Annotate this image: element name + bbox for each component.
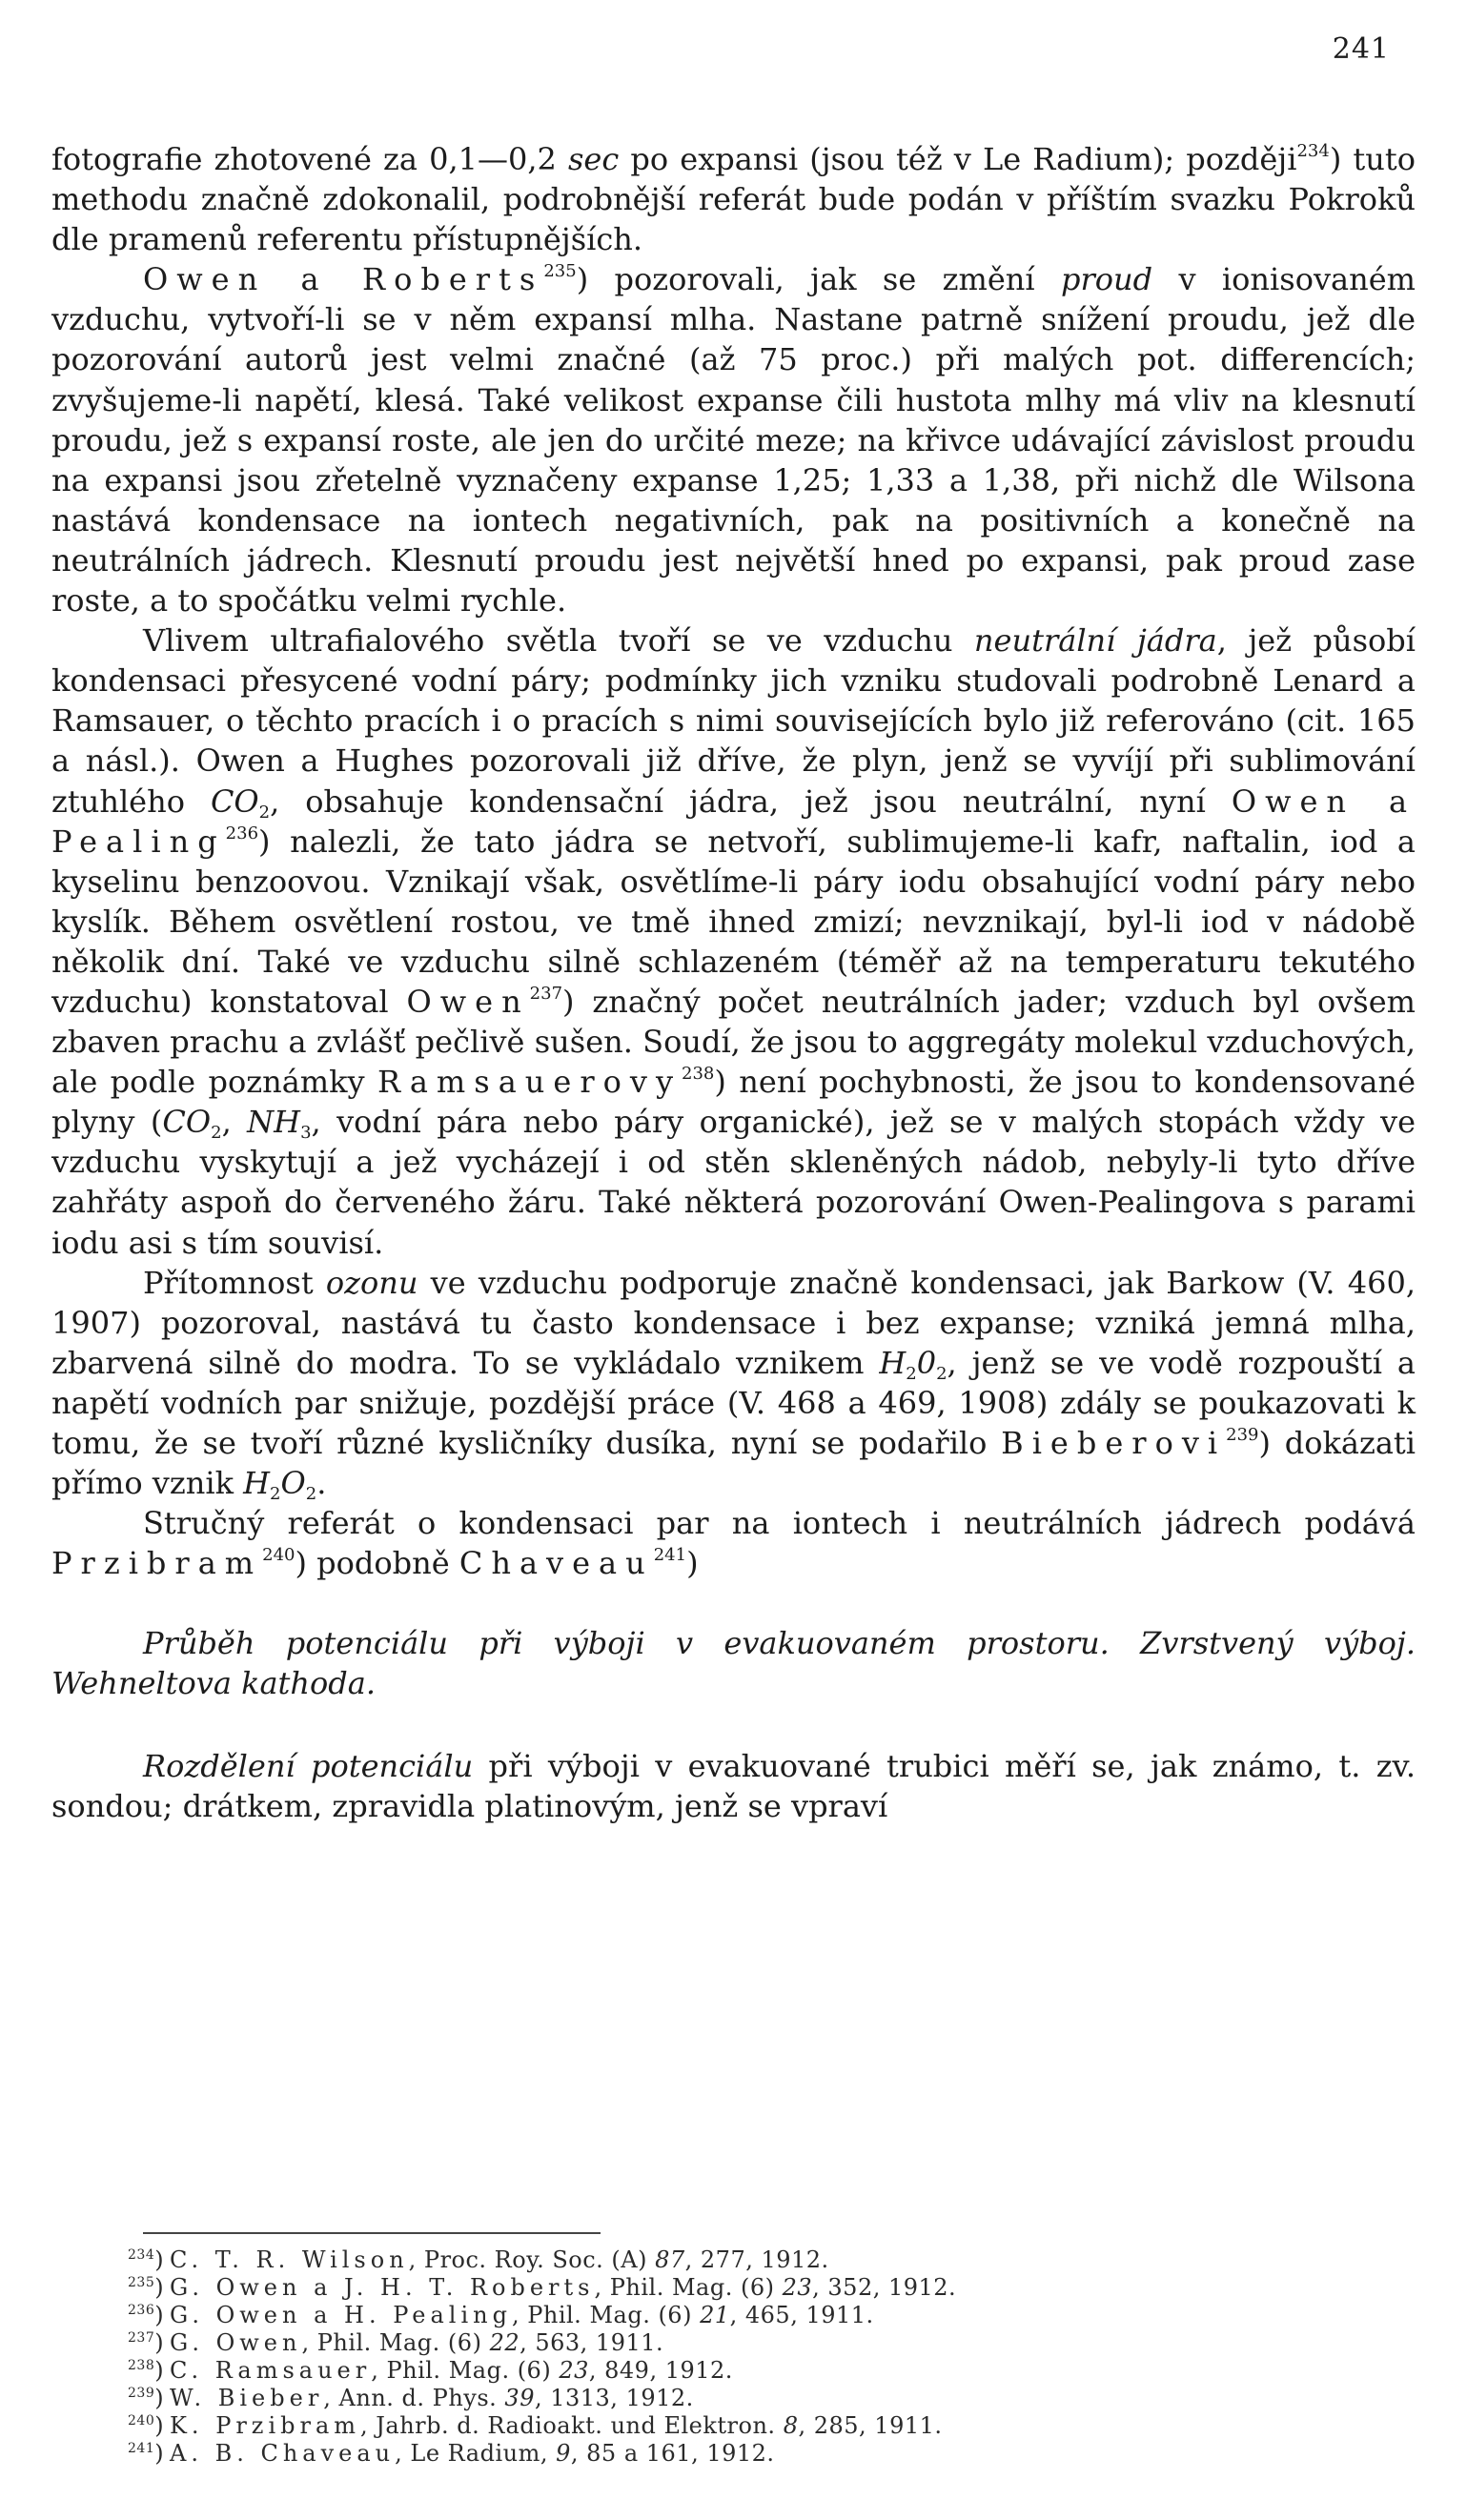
paragraph-4: Přítomnost ozonu ve vzduchu podporuje značně kondensaci, jak Barkow (V. 460, 1907) pozoroval, nastává tu často kondensace i bez expanse; vzniká jemná mlha, zbarvená silně do modra. To se vykládalo vznikem $H_20_2$, jenž se ve vodě rozpouští a napětí vodních par snižuje, pozdější práce (V. 468 a 469, 1908) zdály se poukazovati k tomu, že se tvoří různé kysličníky dusíka, nyní se podařilo Bieberovi$^{239}$) dokázati přímo vznik $H_2O_2$.	[51, 1264, 1416, 1505]
footnote-239: $^{239}$) W. Bieber, Ann. d. Phys. 39, 1313, 1912.	[128, 2385, 694, 2411]
paragraph-2: Owen a Roberts$^{235}$) pozorovali, jak se změní proud v ionisovaném vzduchu, vytvoří-li se v něm expansí mlha. Nastane patrně snížení proudu, jež dle pozorování autorů jest velmi značné (až 75 proc.) při malých pot. differencích; zvyšujeme-li napětí, klesá. Také velikost expanse čili hustota mlhy má vliv na klesnutí proudu, jež s expansí roste, ale jen do určité meze; na křivce udávající závislost proudu na expansi jsou zřetelně vyznačeny expanse 1,25; 1,33 a 1,38, při nichž dle Wilsona nastává kondensace na iontech negativních, pak na positivních a konečně na neutrálních jádrech. Klesnutí proudu jest největší hned po expansi, pak proud zase roste, a to spočátku velmi rychle.	[51, 261, 1416, 620]
footnote-ref-241[interactable]: 241	[653, 1545, 687, 1566]
author-name: Chaveau	[458, 1545, 654, 1582]
footnote-ref-238[interactable]: 238	[682, 1064, 715, 1085]
paragraph-6: Rozdělení potenciálu při výboji v evakuované trubici měří se, jak známo, t. zv. sondou; drátkem, zpravidla platinovým, jenž se vpraví	[51, 1747, 1416, 1824]
footnote-divider	[143, 2232, 601, 2234]
footnote-ref-239[interactable]: 239	[1226, 1425, 1259, 1445]
footnote-241: $^{241}$) A. B. Chaveau, Le Radium, 9, 85 a 161, 1912.	[128, 2440, 775, 2467]
footnote-ref-236[interactable]: 236	[225, 823, 259, 843]
footnote-ref-240[interactable]: 240	[262, 1545, 295, 1566]
footnote-ref-237[interactable]: 237	[529, 983, 563, 1004]
author-name: Owen a Roberts	[143, 261, 544, 298]
footnote-235: $^{235}$) G. Owen a J. H. T. Roberts, Phil. Mag. (6) 23, 352, 1912.	[128, 2274, 957, 2301]
paragraph-1: fotografie zhotovené za 0,1—0,2 sec po expansi (jsou též v Le Radium); později$^{234}$) tuto methodu značně zdokonalil, podrobnější referát bude podán v příštím svazku Pokroků dle pramenů referentu přístupnějších.	[51, 141, 1416, 258]
author-name: Owen a Pealing	[51, 782, 1416, 860]
author-name: Ramsauerovy	[377, 1064, 683, 1101]
footnote-236: $^{236}$) G. Owen a H. Pealing, Phil. Mag. (6) 21, 465, 1911.	[128, 2302, 874, 2328]
footnote-238: $^{238}$) C. Ramsauer, Phil. Mag. (6) 23, 849, 1912.	[128, 2357, 733, 2384]
paragraph-3: Vlivem ultrafialového světla tvoří se ve vzduchu neutrální jádra, jež působí kondensaci přesycené vodní páry; podmínky jich vzniku studovali podrobně Lenard a Ramsauer, o těchto pracích i o pracích s nimi souvisejících bylo již referováno (cit. 165 a násl.). Owen a Hughes pozorovali již dříve, že plyn, jenž se vyvíjí při sublimování ztuhlého $CO_2$, obsahuje kondensační jádra, jež jsou neutrální, nyní Owen a Pealing$^{236}$) nalezli, že tato jádra se netvoří, sublimujeme-li kafr, naftalin, iod a kyselinu benzoovou. Vznikají však, osvětlíme-li páry iodu obsahující vodní páry nebo kyslík. Během osvětlení rostou, ve tmě ihned zmizí; nevznikají, byl-li iod v nádobě několik dní. Také ve vzduchu silně schlazeném (téměř až na temperaturu tekutého vzduchu) konstatoval Owen$^{237}$) značný počet neutrálních jader; vzduch byl ovšem zbaven prachu a zvlášť pečlivě sušen. Soudí, že jsou to aggregáty molekul vzduchových, ale podle poznámky Ramsauerovy$^{238}$) není pochybnosti, že jsou to kondensované plyny ($CO_2$, $NH_3$, vodní pára nebo páry organické), jež se v malých stopách vždy ve vzduchu vyskytují a jež vycházejí i od stěn skleněných nádob, nebyly-li tyto dříve zahřáty aspoň do červeného žáru. Také některá pozorování Owen-Pealingova s parami iodu asi s tím souvisí.	[51, 622, 1416, 1261]
footnotes	[128, 2246, 1367, 2468]
footnote-ref-235[interactable]: 235	[543, 261, 577, 282]
footnote-240: $^{240}$) K. Przibram, Jahrb. d. Radioakt. und Elektron. 8, 285, 1911.	[128, 2412, 943, 2439]
footnote-ref-234[interactable]: 234	[1296, 141, 1330, 161]
author-name: Przibram	[51, 1545, 263, 1582]
main-text	[51, 139, 1416, 1826]
paragraph-5: Stručný referát o kondensaci par na iontech i neutrálních jádrech podává Przibram$^{240}$) podobně Chaveau$^{241}$)	[51, 1505, 1416, 1582]
author-name: Owen	[406, 983, 530, 1020]
footnote-237: $^{237}$) G. Owen, Phil. Mag. (6) 22, 563, 1911.	[128, 2329, 664, 2356]
page-number: 241	[1332, 32, 1390, 66]
footnote-234: $^{234}$) C. T. R. Wilson, Proc. Roy. Soc. (A) 87, 277, 1912.	[128, 2246, 829, 2273]
author-name: Bieberovi	[1001, 1425, 1227, 1461]
section-heading: Průběh potenciálu při výboji v evakuovaném prostoru. Zvrstvený výboj. Wehneltova kathoda.	[51, 1625, 1416, 1702]
